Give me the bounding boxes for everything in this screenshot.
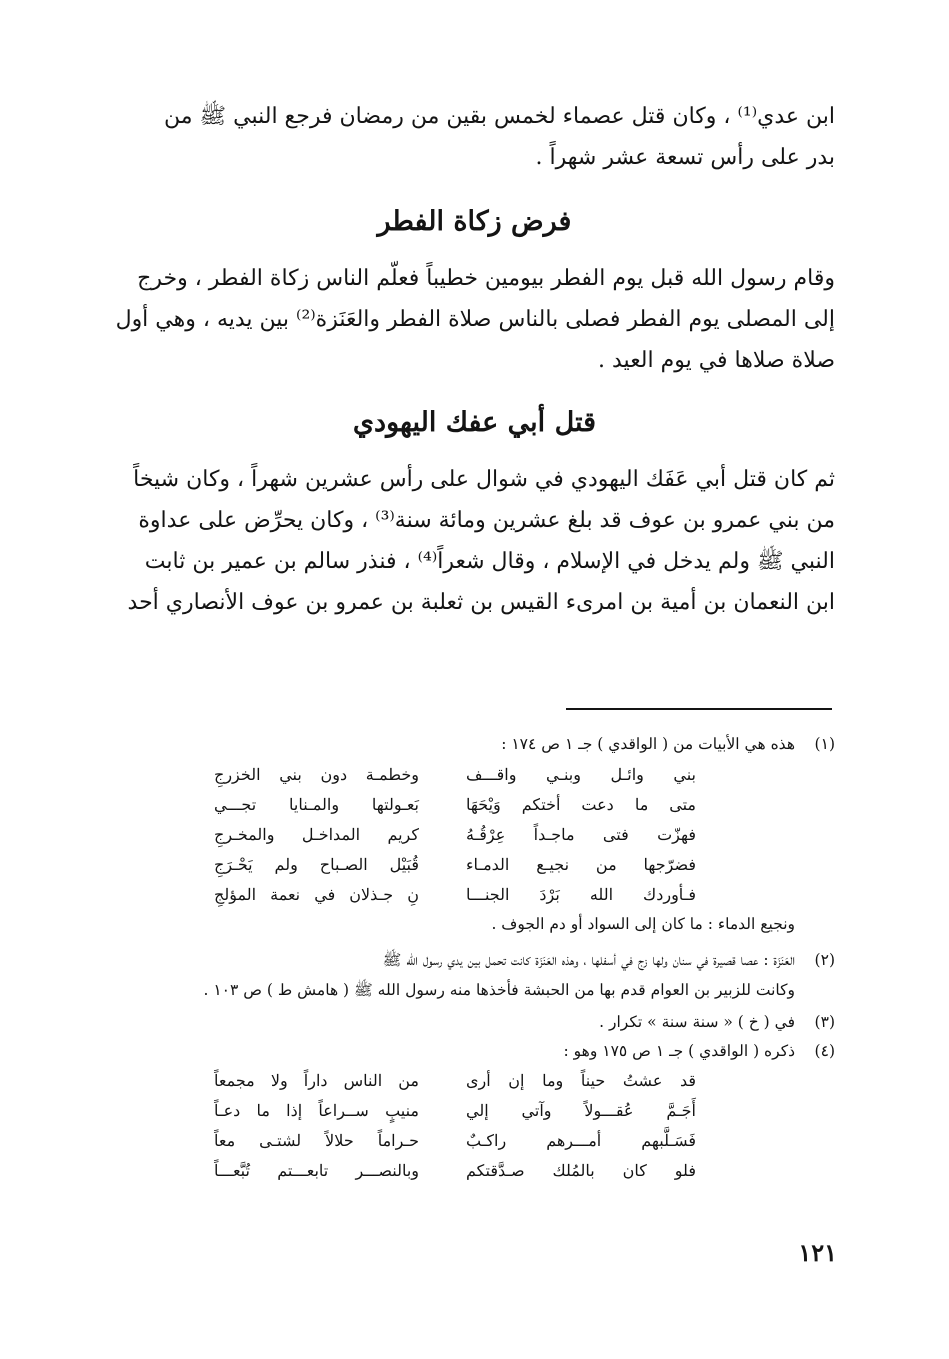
verse-first-hemistich: فـأوردك الله بَرْدَ الجنـــا [466,885,696,904]
page-number: ١٢١ [798,1238,837,1267]
text-line: ثم كان قتل أبي عَفَك اليهودي في شوال على رأس عشرين شهراً ، وكان شيخاً [133,467,835,492]
footnote-number: (١) [814,735,835,753]
footnote-1-intro [111,730,835,758]
footnote-text: ذكره ( الواقدي ) جـ ١ ص ١٧٥ وهو : [563,1042,795,1060]
verse-first-hemistich: متى ما دعت أختكم وَيْحَهَا [466,795,696,814]
footnote-2-line: وكانت للزبير بن العوام قدم بها من الحبشة فأخذها منه رسول الله ﷺ ( هامش ط ) ص ١٠٣ . [203,981,795,999]
verse-second-hemistich: منيبٍ ســراعاً إذا ما دعـاً [214,1101,419,1120]
section2-paragraph [111,459,835,623]
verse-first-hemistich: فضرّجها من نجيـع الدمـاء [466,855,696,874]
section-heading-zakat-al-fitr: فرض زكاة الفطر [377,206,572,237]
footnote-1-poem [0,760,949,910]
footnote-number: (٢) [814,951,835,969]
footnote-3 [111,1008,835,1036]
verse-second-hemistich: بَعـولتها والمـنايا تجـــي [214,795,419,814]
verse-first-hemistich: أَجَـمَّ عُقـــولاً وآتي إلي [466,1101,696,1120]
footnote-text: هذه هي الأبيات من ( الواقدي ) جـ ١ ص ١٧٤ : [501,735,795,753]
verse-row [0,820,949,850]
verse-row [0,1066,949,1096]
verse-first-hemistich: فَسَـلَّبهم أمـــرهم راكـبٌ [466,1131,696,1150]
footnote-text: في ( خ ) « سنة سنة » تكرار . [599,1013,795,1031]
verse-first-hemistich: قد عشتُ حيناً وما إن أرى [466,1071,696,1090]
opening-paragraph [111,96,835,178]
verse-second-hemistich: قُبَيْل الصـباح ولم يَحْـرَجِ [214,855,419,874]
text-line: صلاة صلاها في يوم العيد . [598,348,835,373]
verse-first-hemistich: بني وائـل وبنـي واقـــف [466,765,696,784]
text-line: النبي ﷺ ولم يدخل في الإسلام ، وقال شعراً⁽⁴⁾ ، فنذر سالم بن عمير بن ثابت [144,549,835,574]
text-line: ابن النعمان بن أمية بن امرىء القيس بن ثعلبة بن عمرو بن عوف الأنصاري أحد [127,590,835,615]
verse-row [0,1156,949,1186]
verse-second-hemistich: كريم المداخـل والمخـرجِ [214,825,419,844]
footnote-4-poem [0,1066,949,1186]
verse-row [0,1126,949,1156]
text-line: إلى المصلى يوم الفطر فصلى بالناس صلاة الفطر والعَنَزة⁽²⁾ بين يديه ، وهي أول [115,307,835,332]
footnote-text: العَنَزَة : عصا قصيرة في سنان ولها زج في أسفلها ، وهذه العَنَزَة كانت تحمل بين يدي رسول الله ﷺ [382,951,795,969]
text-line: ابن عدي⁽¹⁾ ، وكان قتل عصماء لخمس بقين من رمضان فرجع النبي ﷺ من [164,104,835,129]
verse-second-hemistich: حـراماً حلالاً لشتـى معاً [214,1131,419,1150]
verse-second-hemistich: نِ جـذلان في نعمة المؤلجِ [214,885,419,904]
footnote-separator [566,708,832,710]
verse-second-hemistich: وبالنصـــر تابعـــتم تُبَّعـــاً [214,1161,419,1180]
verse-first-hemistich: فلو كان بالمُلك صـدَّقتكم [466,1161,696,1180]
section-heading-abu-afak: قتل أبي عفك اليهودي [352,407,597,438]
section1-paragraph [111,258,835,381]
verse-row [0,760,949,790]
verse-row [0,790,949,820]
verse-row [0,850,949,880]
footnote-number: (٣) [814,1013,835,1031]
verse-row [0,1096,949,1126]
verse-second-hemistich: وخطمـة دون بني الخزرجِ [214,765,419,784]
footnote-1-note: ونجيع الدماء : ما كان إلى السواد أو دم الجوف . [491,915,795,933]
text-line: وقام رسول الله قبل يوم الفطر بيومين خطيباً فعلّم الناس زكاة الفطر ، وخرج [137,266,835,291]
text-line: بدر على رأس تسعة عشر شهراً . [535,145,835,170]
footnote-4-intro [111,1037,835,1065]
verse-second-hemistich: من الناس داراً ولا مجمعاً [214,1071,419,1090]
footnote-2-line [111,946,835,974]
verse-first-hemistich: فهزّت فتى ماجـداً عِرْقُـهُ [466,825,696,844]
verse-row [0,880,949,910]
footnote-number: (٤) [814,1042,835,1060]
text-line: من بني عمرو بن عوف قد بلغ عشرين ومائة سنة⁽³⁾ ، وكان يحرِّض على عداوة [138,508,835,533]
